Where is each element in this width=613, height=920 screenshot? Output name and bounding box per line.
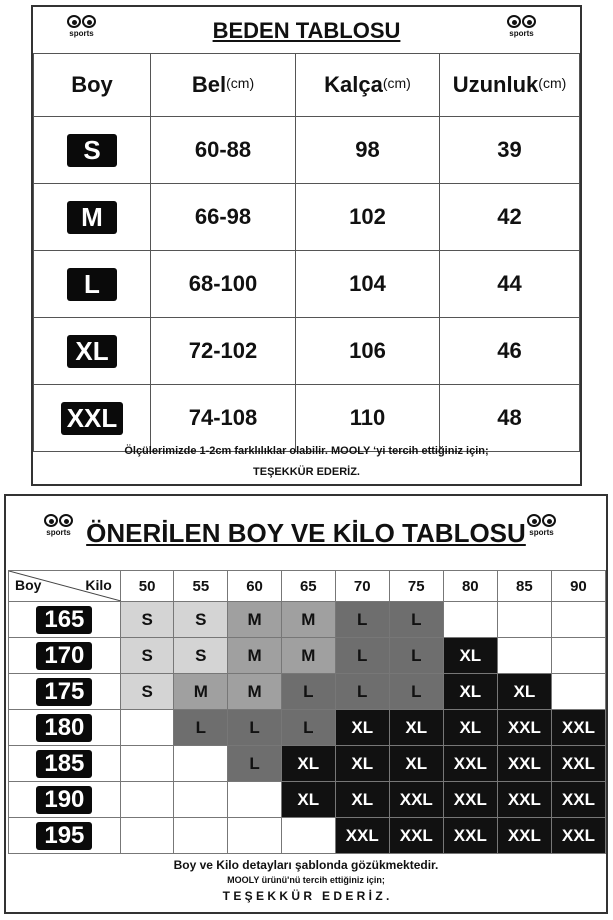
size-recommendation-cell bbox=[174, 746, 228, 782]
size-recommendation-cell bbox=[228, 818, 282, 854]
size-recommendation-cell: M bbox=[174, 674, 228, 710]
size-recommendation-cell: XL bbox=[443, 638, 497, 674]
size-recommendation-cell: XXL bbox=[497, 782, 551, 818]
table-row bbox=[34, 184, 580, 251]
size-recommendation-cell: XL bbox=[335, 746, 389, 782]
size-recommendation-cell bbox=[228, 782, 282, 818]
size-recommendation-cell: L bbox=[335, 638, 389, 674]
size-recommendation-cell: M bbox=[281, 638, 335, 674]
size-recommendation-cell: L bbox=[174, 710, 228, 746]
brand-text: sports bbox=[69, 29, 94, 38]
size-recommendation-cell: XXL bbox=[551, 818, 605, 854]
brand-text: sports bbox=[46, 528, 71, 537]
size-recommendation-cell: M bbox=[228, 602, 282, 638]
size-recommendation-cell: XL bbox=[389, 710, 443, 746]
eyes-icon bbox=[527, 514, 556, 527]
corner-kilo-label: Kilo bbox=[85, 577, 112, 593]
recommend-chart-table bbox=[8, 570, 606, 854]
height-row bbox=[9, 602, 606, 638]
header-uzunluk: Uzunluk$^{(cm)}$ bbox=[440, 54, 580, 117]
kalca-cell: 110 bbox=[296, 385, 440, 452]
eyes-icon bbox=[507, 15, 536, 28]
height-row bbox=[9, 782, 606, 818]
recommend-chart-title: ÖNERİLEN BOY VE KİLO TABLOSU bbox=[86, 518, 526, 548]
recommend-note-line2: MOOLY ürünü'nü tercih ettiğiniz için; bbox=[227, 875, 385, 885]
size-recommendation-cell: M bbox=[228, 638, 282, 674]
height-badge: 175 bbox=[36, 678, 92, 706]
size-chart-panel bbox=[31, 5, 582, 486]
height-row bbox=[9, 638, 606, 674]
size-recommendation-cell: XL bbox=[497, 674, 551, 710]
brand-text: sports bbox=[509, 29, 534, 38]
size-recommendation-cell: XXL bbox=[443, 746, 497, 782]
height-cell bbox=[9, 602, 121, 638]
brand-logo-right bbox=[507, 15, 536, 38]
size-badge: M bbox=[67, 201, 117, 234]
size-recommendation-cell: XL bbox=[281, 746, 335, 782]
height-cell bbox=[9, 710, 121, 746]
size-note-line2: TEŞEKKÜR EDERİZ. bbox=[253, 466, 360, 478]
brand-logo-left bbox=[44, 514, 73, 537]
bel-cell: 74-108 bbox=[151, 385, 296, 452]
height-cell bbox=[9, 782, 121, 818]
size-recommendation-cell bbox=[120, 710, 174, 746]
header-bel: Bel$^{(cm)}$ bbox=[151, 54, 296, 117]
bel-cell: 66-98 bbox=[151, 184, 296, 251]
size-badge: L bbox=[67, 268, 117, 301]
size-recommendation-cell: L bbox=[335, 674, 389, 710]
size-badge: S bbox=[67, 134, 117, 167]
size-recommendation-cell: XXL bbox=[497, 746, 551, 782]
eyes-icon bbox=[44, 514, 73, 527]
weight-header-80: 80 bbox=[443, 571, 497, 602]
uzunluk-cell: 48 bbox=[440, 385, 580, 452]
weight-header-50: 50 bbox=[120, 571, 174, 602]
size-recommendation-cell bbox=[497, 602, 551, 638]
size-chart-title: BEDEN TABLOSU bbox=[212, 18, 401, 43]
size-recommendation-cell: S bbox=[120, 602, 174, 638]
height-badge: 165 bbox=[36, 606, 92, 634]
recommend-note-line1: Boy ve Kilo detayları şablonda gözükmektedir. bbox=[173, 858, 439, 872]
height-cell bbox=[9, 818, 121, 854]
size-recommendation-cell: XL bbox=[335, 710, 389, 746]
table-row bbox=[34, 117, 580, 184]
size-recommendation-cell bbox=[551, 638, 605, 674]
size-recommendation-cell: XL bbox=[389, 746, 443, 782]
weight-header-row bbox=[9, 571, 606, 602]
size-recommendation-cell bbox=[120, 782, 174, 818]
size-recommendation-cell: L bbox=[389, 674, 443, 710]
size-recommendation-cell: S bbox=[120, 674, 174, 710]
bel-cell: 72-102 bbox=[151, 318, 296, 385]
size-recommendation-cell: L bbox=[389, 638, 443, 674]
kalca-cell: 98 bbox=[296, 117, 440, 184]
size-recommendation-cell: L bbox=[228, 710, 282, 746]
size-recommendation-cell bbox=[443, 602, 497, 638]
size-recommendation-cell: XL bbox=[443, 710, 497, 746]
brand-text: sports bbox=[529, 528, 554, 537]
table-row bbox=[34, 251, 580, 318]
weight-header-55: 55 bbox=[174, 571, 228, 602]
size-recommendation-cell: L bbox=[389, 602, 443, 638]
size-recommendation-cell: XXL bbox=[497, 818, 551, 854]
uzunluk-cell: 42 bbox=[440, 184, 580, 251]
recommend-note-line3: T E Ş E K K Ü R E D E R İ Z . bbox=[222, 889, 390, 903]
size-recommendation-cell bbox=[174, 782, 228, 818]
size-recommendation-cell: XXL bbox=[443, 782, 497, 818]
height-cell bbox=[9, 674, 121, 710]
uzunluk-cell: 44 bbox=[440, 251, 580, 318]
size-recommendation-cell: L bbox=[281, 674, 335, 710]
corner-cell bbox=[9, 571, 121, 602]
header-boy: Boy bbox=[34, 54, 151, 117]
height-badge: 170 bbox=[36, 642, 92, 670]
size-recommendation-cell: XXL bbox=[551, 782, 605, 818]
height-row bbox=[9, 710, 606, 746]
size-recommendation-cell bbox=[174, 818, 228, 854]
height-row bbox=[9, 818, 606, 854]
size-recommendation-cell: S bbox=[174, 602, 228, 638]
size-recommendation-cell: M bbox=[281, 602, 335, 638]
size-recommendation-cell: XL bbox=[335, 782, 389, 818]
size-recommendation-cell bbox=[281, 818, 335, 854]
height-badge: 180 bbox=[36, 714, 92, 742]
size-recommendation-cell bbox=[120, 818, 174, 854]
kalca-cell: 102 bbox=[296, 184, 440, 251]
height-row bbox=[9, 674, 606, 710]
uzunluk-cell: 39 bbox=[440, 117, 580, 184]
brand-logo-right bbox=[527, 514, 556, 537]
table-row bbox=[34, 318, 580, 385]
size-recommendation-cell: S bbox=[174, 638, 228, 674]
size-recommendation-cell: XXL bbox=[551, 710, 605, 746]
size-chart-table bbox=[33, 53, 580, 452]
height-cell bbox=[9, 746, 121, 782]
kalca-cell: 104 bbox=[296, 251, 440, 318]
height-cell bbox=[9, 638, 121, 674]
weight-header-75: 75 bbox=[389, 571, 443, 602]
size-recommendation-cell bbox=[551, 602, 605, 638]
weight-header-90: 90 bbox=[551, 571, 605, 602]
size-recommendation-cell: XXL bbox=[389, 818, 443, 854]
header-kalca: Kalça$^{(cm)}$ bbox=[296, 54, 440, 117]
size-recommendation-cell: L bbox=[228, 746, 282, 782]
size-recommendation-cell: M bbox=[228, 674, 282, 710]
size-recommendation-cell bbox=[497, 638, 551, 674]
height-badge: 195 bbox=[36, 822, 92, 850]
height-badge: 190 bbox=[36, 786, 92, 814]
size-recommendation-cell: XXL bbox=[443, 818, 497, 854]
recommend-chart-panel bbox=[4, 494, 608, 914]
weight-header-85: 85 bbox=[497, 571, 551, 602]
bel-cell: 60-88 bbox=[151, 117, 296, 184]
table-row bbox=[34, 385, 580, 452]
size-recommendation-cell bbox=[551, 674, 605, 710]
weight-header-65: 65 bbox=[281, 571, 335, 602]
uzunluk-cell: 46 bbox=[440, 318, 580, 385]
size-recommendation-cell: XXL bbox=[335, 818, 389, 854]
weight-header-70: 70 bbox=[335, 571, 389, 602]
size-recommendation-cell: S bbox=[120, 638, 174, 674]
size-recommendation-cell: L bbox=[281, 710, 335, 746]
size-note-line1: Ölçülerimizde 1-2cm farklılıklar olabilir. MOOLY ‘yi tercih ettiğiniz için; bbox=[124, 445, 489, 457]
size-recommendation-cell: XXL bbox=[389, 782, 443, 818]
height-row bbox=[9, 746, 606, 782]
size-recommendation-cell: L bbox=[335, 602, 389, 638]
table-header-row bbox=[34, 54, 580, 117]
size-recommendation-cell bbox=[120, 746, 174, 782]
size-recommendation-cell: XXL bbox=[497, 710, 551, 746]
weight-header-60: 60 bbox=[228, 571, 282, 602]
kalca-cell: 106 bbox=[296, 318, 440, 385]
bel-cell: 68-100 bbox=[151, 251, 296, 318]
size-recommendation-cell: XL bbox=[443, 674, 497, 710]
size-badge: XXL bbox=[61, 402, 124, 435]
corner-boy-label: Boy bbox=[15, 577, 42, 593]
height-badge: 185 bbox=[36, 750, 92, 778]
size-recommendation-cell: XL bbox=[281, 782, 335, 818]
size-recommendation-cell: XXL bbox=[551, 746, 605, 782]
size-badge: XL bbox=[67, 335, 117, 368]
